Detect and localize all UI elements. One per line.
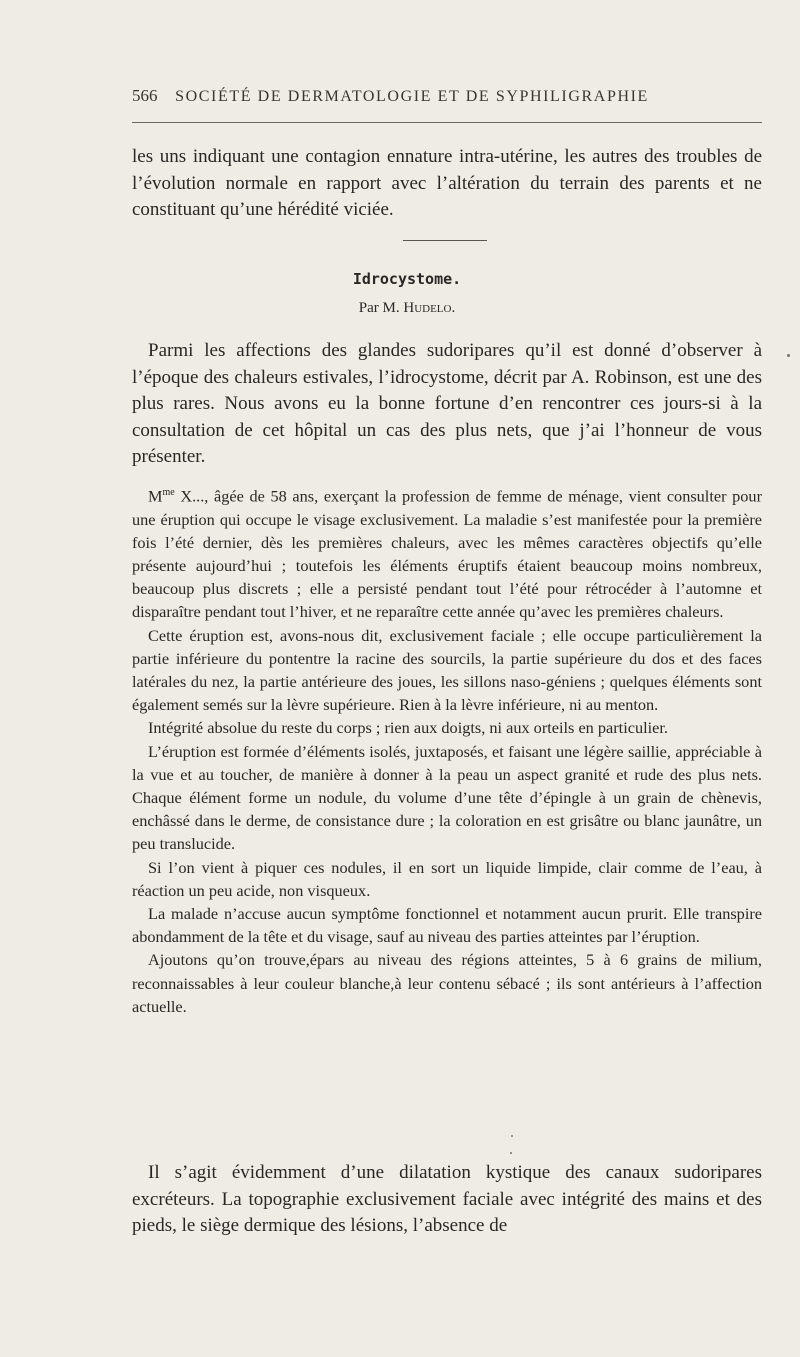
case-intro-text: X..., âgée de 58 ans, exerçant la profession de femme de ménage, vient consulter pour une éruption qui occupe le visage exclusivement. La maladie s’est manifestée pour la première fois l’été dernier, dès les premières chaleurs, avec les mêmes caractères objectifs qu’elle présente aujourd’hui ; toutefois les éléments éruptifs étaient beaucoup moins nombreux, beaucoup plus discrets ; elle a persisté pendant tout l’été pour rétrocéder à l’automne et disparaître pendant tout l’hiver, et ne reparaître cette année qu’avec les premières chaleurs. <box>132 486 762 622</box>
paper-speck <box>510 1152 512 1154</box>
section-separator <box>403 240 487 241</box>
lead-paragraph: Parmi les affections des glandes sudoripares qu’il est donné d’observer à l’époque des chaleurs estivales, l’idrocystome, décrit par A. Robinson, est une des plus rares. Nous avons eu la bonne fortune d’en rencontrer ces jours-si à la consultation de cet hôpital un cas des plus nets, que j’ai l’honneur de vous présenter. <box>132 340 762 467</box>
paper-speck <box>787 354 790 357</box>
article-byline <box>0 300 800 317</box>
case-report <box>132 481 762 1018</box>
case-paragraph: Si l’on vient à piquer ces nodules, il en sort un liquide limpide, clair comme de l’eau, à réaction un peu acide, non visqueux. <box>132 857 762 900</box>
page-number: 566 <box>132 86 158 105</box>
paper-speck <box>511 1135 513 1137</box>
header-rule <box>132 122 762 123</box>
case-intro-paragraph <box>132 481 762 624</box>
case-paragraph: L’éruption est formée d’éléments isolés, juxtaposés, et faisant une légère saillie, appréciable à la vue et au toucher, de manière à donner à la peau un aspect granité et rude des plus nets. Chaque élément forme un nodule, du volume d’une tête d’épingle à un grain de chènevis, enchâssé dans le derme, de consistance dure ; la coloration en est grisâtre ou blanc jaunâtre, un peu translucide. <box>132 741 762 854</box>
intro-paragraph-block <box>132 144 762 224</box>
lead-paragraph-block <box>132 338 762 471</box>
running-header <box>132 86 762 106</box>
case-paragraph: Cette éruption est, avons-nous dit, exclusivement faciale ; elle occupe particulièrement la partie inférieure du pontentre la racine des sourcils, la partie supérieure du dos et des faces latérales du nez, la partie antérieure des joues, les sillons naso-géniens ; quelques éléments sont également semés sur la lèvre supérieure. Rien à la lèvre inférieure, ni au menton. <box>132 625 762 715</box>
honorific-superscript: me <box>162 487 175 498</box>
author-prefix: Par M. <box>358 300 400 316</box>
article-title: Idrocystome. <box>352 270 462 288</box>
closing-paragraph-block <box>132 1160 762 1240</box>
author-name: Hudelo. <box>403 300 456 316</box>
closing-paragraph: Il s’agit évidemment d’une dilatation kystique des canaux sudoripares excréteurs. La topographie exclusivement faciale avec intégrité des mains et des pieds, le siège dermique des lésions, l’absence de <box>132 1162 762 1236</box>
case-paragraph: Intégrité absolue du reste du corps ; rien aux doigts, ni aux orteils en particulier. <box>148 718 668 738</box>
case-paragraph: La malade n’accuse aucun symptôme fonctionnel et notamment aucun prurit. Elle transpire abondamment de la tête et du visage, sauf au niveau des parties atteintes par l’éruption. <box>132 904 762 947</box>
case-paragraph: Ajoutons qu’on trouve,épars au niveau des régions atteintes, 5 à 6 grains de milium, reconnaissables à leur couleur blanche,à leur contenu sébacé ; ils sont antérieurs à l’affection actuelle. <box>132 950 762 1016</box>
intro-paragraph: les uns indiquant une contagion ennature intra-utérine, les autres des troubles de l’évolution normale en rapport avec l’altération du terrain des parents et ne constituant qu’une hérédité viciée. <box>132 146 762 220</box>
running-title: SOCIÉTÉ DE DERMATOLOGIE ET DE SYPHILIGRAPHIE <box>175 88 649 105</box>
honorific: M <box>148 486 163 506</box>
